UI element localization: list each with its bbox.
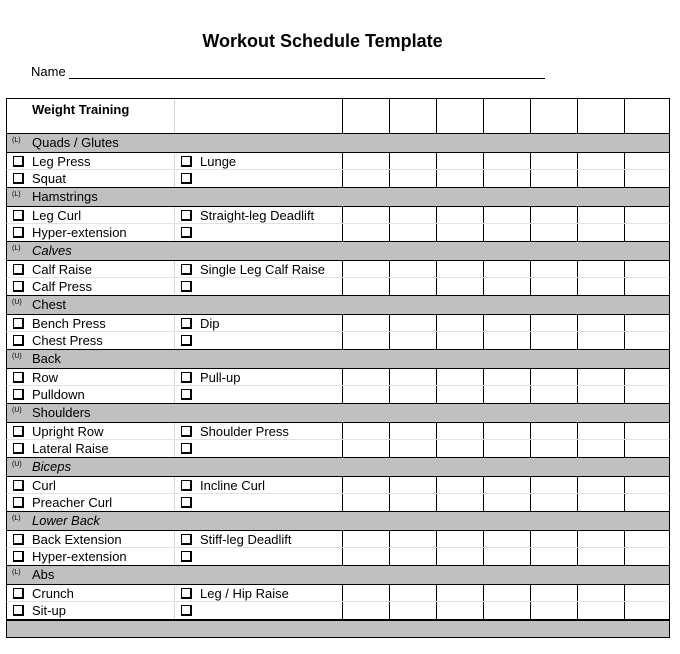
day-column-line [389, 170, 390, 187]
day-column-line [624, 440, 625, 457]
exercise-checkbox[interactable] [181, 227, 192, 238]
day-column-line [436, 386, 437, 403]
day-column-line [483, 494, 484, 511]
exercise-checkbox[interactable] [181, 156, 192, 167]
day-column-line [483, 423, 484, 439]
exercise-checkbox[interactable] [181, 372, 192, 383]
day-column-line [483, 386, 484, 403]
exercise-checkbox[interactable] [13, 318, 24, 329]
exercise-row [6, 548, 670, 566]
day-column-line [624, 477, 625, 493]
section-row [6, 188, 670, 206]
day-column-line [389, 494, 390, 511]
exercise-label: Straight-leg Deadlift [200, 208, 315, 223]
day-column-line [483, 315, 484, 331]
day-column-line [624, 315, 625, 331]
day-column-line [577, 224, 578, 241]
exercise-row [6, 206, 670, 224]
exercise-checkbox[interactable] [181, 264, 192, 275]
day-column-line [577, 477, 578, 493]
day-column-line [483, 207, 484, 223]
exercise-label: Leg Curl [32, 208, 82, 223]
day-column-line [436, 278, 437, 295]
day-column-line [530, 585, 531, 601]
day-column-line [342, 332, 343, 349]
exercise-row [6, 170, 670, 188]
section-tag: (L) [12, 515, 21, 522]
exercise-checkbox[interactable] [181, 588, 192, 599]
column-divider [174, 423, 175, 439]
day-column-line [577, 369, 578, 385]
exercise-label: Crunch [32, 586, 74, 601]
exercise-label: Shoulder Press [200, 424, 289, 439]
day-column-line [436, 170, 437, 187]
day-column-line [577, 261, 578, 277]
exercise-label: Dip [200, 316, 220, 331]
day-column-line [342, 153, 343, 169]
day-column-line [530, 386, 531, 403]
day-column-line [389, 440, 390, 457]
day-column-line [577, 602, 578, 619]
day-column-line [577, 531, 578, 547]
day-column-line [483, 153, 484, 169]
exercise-label: Row [32, 370, 59, 385]
exercise-label: Calf Raise [32, 262, 92, 277]
exercise-label: Lateral Raise [32, 441, 109, 456]
day-column-line [577, 386, 578, 403]
day-column-line [436, 99, 437, 133]
exercise-checkbox[interactable] [13, 497, 24, 508]
name-field[interactable] [69, 78, 545, 79]
day-column-line [577, 153, 578, 169]
exercise-row [6, 494, 670, 512]
day-column-line [389, 224, 390, 241]
table-footer-row [6, 620, 670, 638]
day-column-line [389, 423, 390, 439]
exercise-checkbox[interactable] [13, 210, 24, 221]
section-row [6, 566, 670, 584]
day-column-line [436, 602, 437, 619]
exercise-row [6, 440, 670, 458]
day-column-line [530, 494, 531, 511]
day-column-line [530, 99, 531, 133]
exercise-checkbox[interactable] [13, 173, 24, 184]
day-column-line [436, 423, 437, 439]
exercise-row [6, 530, 670, 548]
day-column-line [436, 315, 437, 331]
day-column-line [577, 332, 578, 349]
day-column-line [342, 261, 343, 277]
day-column-line [577, 440, 578, 457]
day-column-line [624, 153, 625, 169]
exercise-checkbox[interactable] [181, 318, 192, 329]
day-column-line [389, 585, 390, 601]
day-column-line [577, 207, 578, 223]
exercise-label: Incline Curl [200, 478, 266, 493]
day-column-line [342, 602, 343, 619]
day-column-line [624, 207, 625, 223]
exercise-label: Squat [32, 171, 66, 186]
day-column-line [530, 423, 531, 439]
column-divider [174, 261, 175, 277]
exercise-label: Stiff-leg Deadlift [200, 532, 292, 547]
day-column-line [483, 585, 484, 601]
day-column-line [389, 207, 390, 223]
day-column-line [342, 423, 343, 439]
day-column-line [530, 548, 531, 565]
exercise-checkbox[interactable] [13, 335, 24, 346]
day-column-line [624, 602, 625, 619]
exercise-checkbox[interactable] [13, 426, 24, 437]
exercise-label: Pull-up [200, 370, 241, 385]
exercise-checkbox[interactable] [13, 551, 24, 562]
column-divider [174, 224, 175, 241]
exercise-label: Bench Press [32, 316, 106, 331]
day-column-line [342, 207, 343, 223]
exercise-checkbox[interactable] [181, 426, 192, 437]
section-row [6, 242, 670, 260]
day-column-line [436, 548, 437, 565]
day-column-line [530, 170, 531, 187]
day-column-line [436, 531, 437, 547]
day-column-line [342, 585, 343, 601]
exercise-checkbox[interactable] [13, 281, 24, 292]
day-column-line [342, 386, 343, 403]
exercise-label: Sit-up [32, 603, 66, 618]
day-column-line [342, 494, 343, 511]
exercise-checkbox[interactable] [13, 605, 24, 616]
day-column-line [389, 548, 390, 565]
exercise-label: Hyper-extension [32, 549, 127, 564]
day-column-line [483, 369, 484, 385]
column-divider [174, 153, 175, 169]
section-tag: (L) [12, 137, 21, 144]
day-column-line [436, 369, 437, 385]
exercise-checkbox[interactable] [181, 551, 192, 562]
exercise-checkbox[interactable] [181, 210, 192, 221]
exercise-row [6, 278, 670, 296]
section-tag: (L) [12, 191, 21, 198]
section-name: Calves [32, 243, 72, 258]
exercise-row [6, 368, 670, 386]
day-column-line [389, 531, 390, 547]
day-column-line [530, 207, 531, 223]
exercise-row [6, 332, 670, 350]
day-column-line [436, 440, 437, 457]
day-column-line [624, 386, 625, 403]
exercise-checkbox[interactable] [13, 264, 24, 275]
section-row [6, 512, 670, 530]
section-row [6, 296, 670, 314]
day-column-line [530, 440, 531, 457]
day-column-line [530, 224, 531, 241]
day-column-line [389, 153, 390, 169]
exercise-checkbox[interactable] [181, 443, 192, 454]
column-divider [174, 278, 175, 295]
exercise-checkbox[interactable] [181, 480, 192, 491]
column-divider [174, 369, 175, 385]
section-tag: (U) [12, 353, 22, 360]
section-name: Back [32, 351, 61, 366]
table-header-title: Weight Training [32, 102, 130, 117]
day-column-line [577, 315, 578, 331]
day-column-line [577, 278, 578, 295]
exercise-label: Preacher Curl [32, 495, 113, 510]
table-header-row [6, 98, 670, 134]
day-column-line [389, 261, 390, 277]
exercise-row [6, 584, 670, 602]
exercise-label: Pulldown [32, 387, 85, 402]
exercise-checkbox[interactable] [181, 534, 192, 545]
day-column-line [624, 369, 625, 385]
day-column-line [483, 548, 484, 565]
day-column-line [436, 153, 437, 169]
day-column-line [436, 224, 437, 241]
day-column-line [624, 332, 625, 349]
day-column-line [436, 494, 437, 511]
day-column-line [342, 224, 343, 241]
section-name: Lower Back [32, 513, 100, 528]
day-column-line [342, 369, 343, 385]
exercise-label: Calf Press [32, 279, 92, 294]
exercise-checkbox[interactable] [13, 534, 24, 545]
page-title: Workout Schedule Template [202, 31, 443, 51]
day-column-line [436, 261, 437, 277]
day-column-line [577, 99, 578, 133]
section-tag: (L) [12, 245, 21, 252]
column-divider [174, 531, 175, 547]
day-column-line [389, 477, 390, 493]
day-column-line [389, 386, 390, 403]
exercise-label: Back Extension [32, 532, 122, 547]
section-name: Abs [32, 567, 55, 582]
day-column-line [483, 170, 484, 187]
day-column-line [483, 477, 484, 493]
exercise-label: Hyper-extension [32, 225, 127, 240]
section-row [6, 350, 670, 368]
section-name: Hamstrings [32, 189, 98, 204]
day-column-line [577, 423, 578, 439]
exercise-checkbox[interactable] [13, 443, 24, 454]
exercise-row [6, 314, 670, 332]
day-column-line [436, 207, 437, 223]
section-row [6, 458, 670, 476]
exercise-checkbox[interactable] [181, 173, 192, 184]
exercise-row [6, 260, 670, 278]
day-column-line [530, 261, 531, 277]
day-column-line [389, 602, 390, 619]
day-column-line [389, 99, 390, 133]
section-tag: (L) [12, 569, 21, 576]
exercise-label: Leg / Hip Raise [200, 586, 289, 601]
day-column-line [624, 423, 625, 439]
column-divider [174, 585, 175, 601]
exercise-checkbox[interactable] [13, 156, 24, 167]
day-column-line [483, 332, 484, 349]
exercise-checkbox[interactable] [181, 281, 192, 292]
column-divider [174, 548, 175, 565]
day-column-line [530, 332, 531, 349]
exercise-row [6, 602, 670, 620]
day-column-line [483, 278, 484, 295]
day-column-line [624, 99, 625, 133]
day-column-line [577, 548, 578, 565]
section-name: Shoulders [32, 405, 91, 420]
column-divider [174, 207, 175, 223]
day-column-line [342, 477, 343, 493]
day-column-line [483, 261, 484, 277]
day-column-line [483, 440, 484, 457]
day-column-line [530, 531, 531, 547]
day-column-line [530, 602, 531, 619]
column-divider [174, 332, 175, 349]
day-column-line [624, 170, 625, 187]
exercise-row [6, 152, 670, 170]
day-column-line [483, 531, 484, 547]
day-column-line [483, 99, 484, 133]
column-divider [174, 440, 175, 457]
exercise-label: Upright Row [32, 424, 104, 439]
day-column-line [483, 602, 484, 619]
section-tag: (U) [12, 407, 22, 414]
day-column-line [389, 332, 390, 349]
column-divider [174, 315, 175, 331]
exercise-checkbox[interactable] [13, 480, 24, 491]
section-tag: (U) [12, 299, 22, 306]
day-column-line [530, 153, 531, 169]
day-column-line [436, 585, 437, 601]
day-column-line [624, 261, 625, 277]
day-column-line [342, 278, 343, 295]
exercise-checkbox[interactable] [181, 389, 192, 400]
day-column-line [624, 224, 625, 241]
column-divider [174, 386, 175, 403]
day-column-line [624, 494, 625, 511]
column-divider [174, 99, 175, 133]
section-tag: (U) [12, 461, 22, 468]
column-divider [174, 494, 175, 511]
day-column-line [389, 369, 390, 385]
day-column-line [577, 494, 578, 511]
day-column-line [342, 170, 343, 187]
column-divider [174, 170, 175, 187]
day-column-line [483, 224, 484, 241]
day-column-line [342, 548, 343, 565]
day-column-line [342, 440, 343, 457]
name-label: Name [31, 64, 66, 79]
section-name: Chest [32, 297, 66, 312]
day-column-line [577, 170, 578, 187]
exercise-label: Leg Press [32, 154, 91, 169]
exercise-checkbox[interactable] [13, 227, 24, 238]
day-column-line [530, 315, 531, 331]
exercise-row [6, 422, 670, 440]
section-row [6, 134, 670, 152]
day-column-line [530, 477, 531, 493]
section-row [6, 404, 670, 422]
exercise-checkbox[interactable] [181, 605, 192, 616]
day-column-line [436, 332, 437, 349]
section-name: Quads / Glutes [32, 135, 119, 150]
day-column-line [436, 477, 437, 493]
day-column-line [342, 315, 343, 331]
exercise-checkbox[interactable] [13, 389, 24, 400]
exercise-label: Curl [32, 478, 56, 493]
day-column-line [389, 278, 390, 295]
day-column-line [624, 278, 625, 295]
column-divider [174, 602, 175, 619]
day-column-line [342, 531, 343, 547]
day-column-line [624, 548, 625, 565]
section-name: Biceps [32, 459, 72, 474]
exercise-checkbox[interactable] [13, 372, 24, 383]
day-column-line [577, 585, 578, 601]
exercise-row [6, 224, 670, 242]
workout-table [6, 98, 670, 638]
exercise-label: Lunge [200, 154, 237, 169]
exercise-label: Chest Press [32, 333, 103, 348]
exercise-checkbox[interactable] [181, 497, 192, 508]
exercise-checkbox[interactable] [181, 335, 192, 346]
day-column-line [624, 531, 625, 547]
exercise-row [6, 386, 670, 404]
column-divider [174, 477, 175, 493]
exercise-row [6, 476, 670, 494]
day-column-line [530, 278, 531, 295]
day-column-line [530, 369, 531, 385]
exercise-label: Single Leg Calf Raise [200, 262, 326, 277]
day-column-line [389, 315, 390, 331]
day-column-line [342, 99, 343, 133]
day-column-line [624, 585, 625, 601]
exercise-checkbox[interactable] [13, 588, 24, 599]
